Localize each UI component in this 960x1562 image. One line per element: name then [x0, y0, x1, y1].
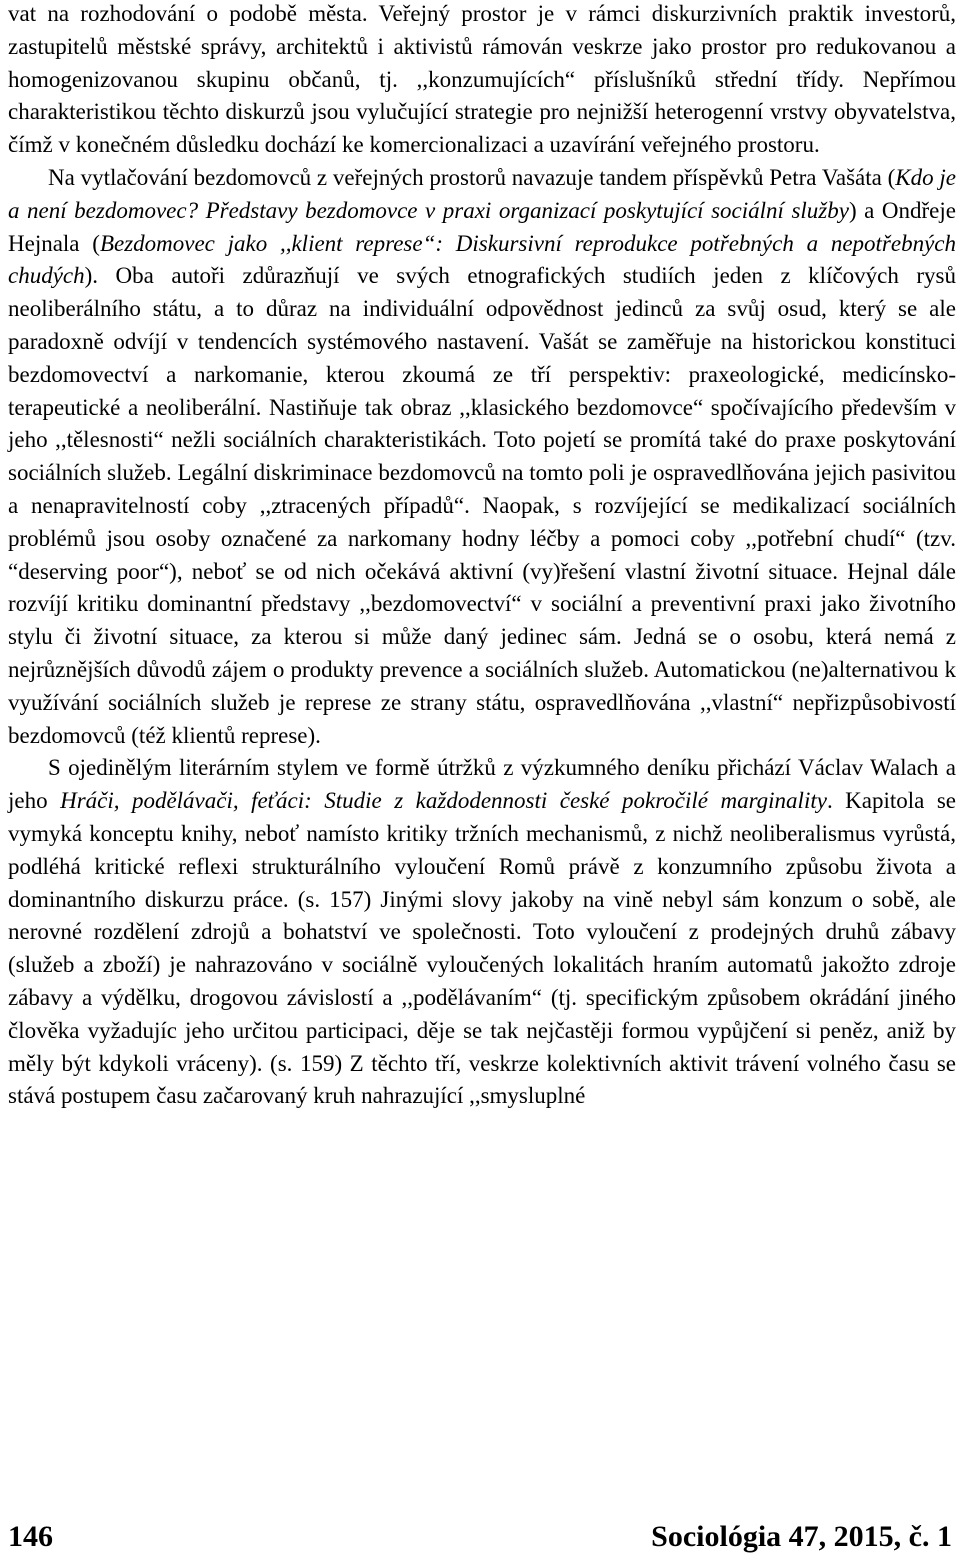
paragraph — [8, 162, 956, 752]
text-segment: Na vytlačování bezdomovců z veřejných prostorů navazuje tandem příspěvků Petra Vašáta ( — [48, 164, 896, 190]
page-footer — [8, 1518, 952, 1556]
text-segment: vat na rozhodování o podobě města. Veřejný prostor je v rámci diskurzivních praktik investorů, zastupitelů městské správy, architektů i aktivistů rámován veskrze jako prostor pro redukovanou a homogenizovanou skupinu občanů, tj. ,,konzumujících“ příslušníků střední třídy. Nepřímou charakteristikou těchto diskurzů jsou vylučující strategie pro nejnižší heterogenní vrstvy obyvatelstva, čímž v konečném důsledku dochází ke komercionalizaci a uzavírání veřejného prostoru. — [8, 1, 956, 158]
italic-title: Hráči, podělávači, feťáci: Studie z každodennosti české pokročilé marginality — [60, 788, 827, 814]
page-number: 146 — [8, 1520, 53, 1553]
italic-title: Bezdomovec jako ,,klient represe“: Diskursivní reprodukce potřebných a nepotřebných chudých — [8, 230, 956, 289]
paragraph — [8, 0, 956, 162]
text-segment: S ojedinělým literárním stylem ve formě útržků z výzkumného deníku přichází Václav Walach a jeho — [8, 755, 956, 814]
journal-citation: Sociológia 47, 2015, č. 1 — [651, 1520, 952, 1553]
text-segment: ) a Ondřeje Hejnala ( — [8, 197, 956, 256]
text-segment: . Kapitola se vymyká konceptu knihy, neboť namísto kritiky tržních mechanismů, z nichž neoliberalismus vyrůstá, podléhá kritické reflexi strukturálního vyloučení Romů právě z konzumního způsobu života a dominantního diskurzu práce. (s. 157) Jinými slovy jakoby na vině nebyl sám konzum o sobě, ale nerovné rozdělení zdrojů a bohatství ve společnosti. Toto vyloučení z prodejných druhů zábavy (služeb a zboží) je nahrazováno v sociálně vyloučených lokalitách hraním automatů jakožto zdroje zábavy a výdělku, drogovou závislostí a ,,podělávaním“ (tj. specifickým způsobem okrádání jiného člověka vyžadujíc jeho určitou participaci, děje se tak nejčastěji formou vypůjčení si peněz, aniž by měly být kdykoli vráceny). (s. 159) Z těchto tří, veskrze kolektivních aktivit trávení volného času se stává postupem času začarovaný kruh nahrazující ,,smysluplné — [8, 788, 957, 1109]
paragraph — [8, 752, 956, 1113]
page-body — [8, 0, 956, 1113]
italic-title: Kdo je a není bezdomovec? Představy bezdomovce v praxi organizací poskytující sociální služby — [8, 164, 956, 223]
text-segment: ). Oba autoři zdůrazňují ve svých etnografických studiích jeden z klíčových rysů neoliberálního státu, a to důraz na individuální odpovědnost jedinců za svůj osud, který se ale paradoxně odvíjí v tendencích systémového nastavení. Vašát se zaměřuje na historickou konstituci bezdomovectví a narkomanie, kterou zkoumá ze tří perspektiv: praxeologické, medicínsko-terapeutické a neoliberální. Nastiňuje tak obraz ,,klasického bezdomovce“ spočívajícího především v jeho ,,tělesnosti“ nežli sociálních charakteristikách. Toto pojetí se promítá také do praxe poskytování sociálních služeb. Legální diskriminace bezdomovců na tomto poli je ospravedlňována jejich pasivitou a nenapravitelností coby ,,ztracených případů“. Naopak, s rozvíjející se medikalizací sociálních problémů jsou osoby označené za narkomany hodny léčby a pomoci coby ,,potřební chudí“ (tzv. “deserving poor“), neboť se od nich očekává aktivní (vy)řešení vlastní životní situace. Hejnal dále rozvíjí kritiku dominantní představy ,,bezdomovectví“ v sociální a preventivní praxi jako životního stylu či životní situace, za kterou si může daný jedinec sám. Jedná se o osobu, která nemá z nejrůznějších důvodů zájem o produkty prevence a sociálních služeb. Automatickou (ne)alternativou k využívání sociálních služeb je represe ze strany státu, ospravedlňována ,,vlastní“ nepřizpůsobivostí bezdomovců (též klientů represe). — [8, 263, 956, 748]
